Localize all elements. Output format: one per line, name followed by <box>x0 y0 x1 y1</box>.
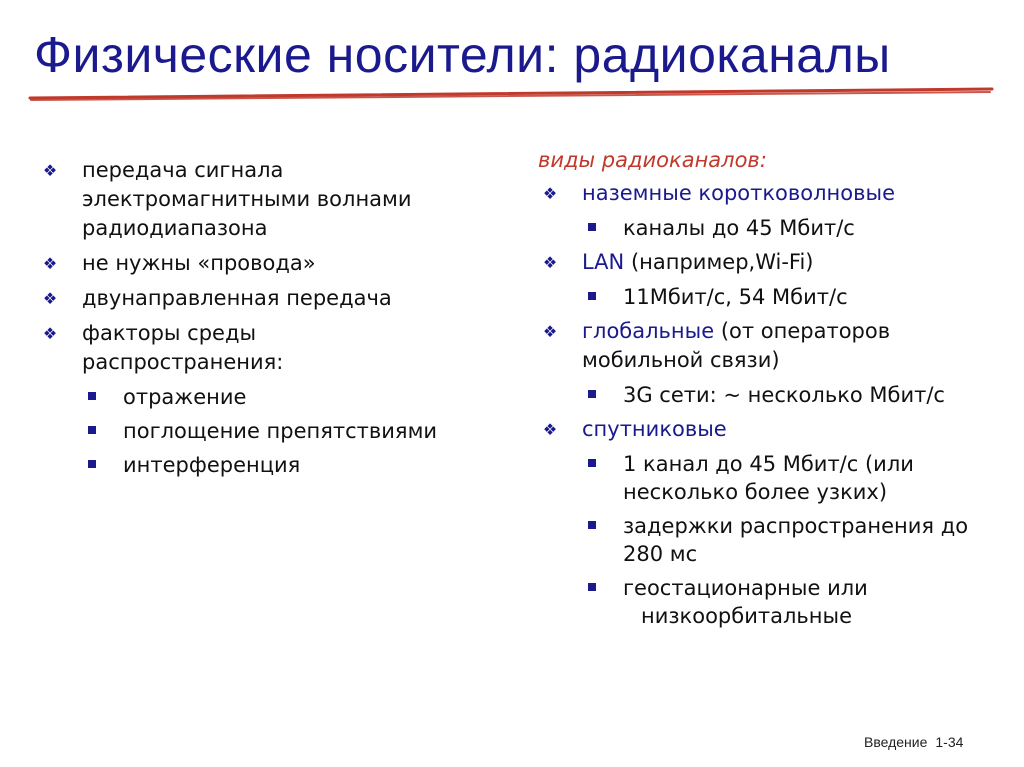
list-item-text: факторы среды распространения: <box>82 321 284 374</box>
square-bullet-icon <box>588 292 596 300</box>
list-item-text-continued: низкоорбитальные <box>641 604 852 628</box>
diamond-bullet-icon: ❖ <box>542 420 558 439</box>
list-item <box>38 249 458 278</box>
sub-list-item <box>38 383 458 411</box>
square-bullet-icon <box>588 583 596 591</box>
square-bullet-icon <box>588 390 596 398</box>
sub-list-item <box>538 214 1008 242</box>
sub-list-item <box>538 574 1008 630</box>
diamond-bullet-icon: ❖ <box>42 161 58 180</box>
list-item-text: двунаправленная передача <box>82 286 392 310</box>
sub-list-item <box>538 283 1008 311</box>
square-bullet-icon <box>588 521 596 529</box>
square-bullet-icon <box>588 223 596 231</box>
right-column <box>538 146 1008 636</box>
list-item <box>538 317 1008 375</box>
square-bullet-icon <box>88 460 96 468</box>
list-item-text: геостационарные или <box>623 576 868 600</box>
list-item-text: не нужны «провода» <box>82 251 316 275</box>
left-column <box>38 156 458 485</box>
right-heading: виды радиоканалов: <box>538 148 767 172</box>
list-item <box>38 284 458 313</box>
footer-section: Введение <box>864 734 928 750</box>
list-item-text: 1 канал до 45 Мбит/с (или несколько более узких) <box>623 452 914 504</box>
list-item-text: интерференция <box>123 453 301 477</box>
list-item-text: каналы до 45 Мбит/с <box>623 216 855 240</box>
diamond-bullet-icon: ❖ <box>542 184 558 203</box>
slide-title: Физические носители: радиоканалы <box>34 27 891 83</box>
slide-footer <box>864 734 963 750</box>
list-item-text: (от операторов мобильной связи) <box>582 319 891 372</box>
list-item-highlight: LAN <box>582 250 625 274</box>
page-number: 1-34 <box>935 734 964 750</box>
list-item-text: поглощение препятствиями <box>123 419 438 443</box>
square-bullet-icon <box>88 426 96 434</box>
list-item-text: 11Мбит/с, 54 Мбит/с <box>623 285 848 309</box>
list-item <box>38 156 458 243</box>
list-item-text: задержки распространения до 280 мс <box>623 514 969 566</box>
diamond-bullet-icon: ❖ <box>542 253 558 272</box>
sub-list-item <box>38 451 458 479</box>
list-item <box>538 248 1008 277</box>
list-item <box>538 179 1008 208</box>
sub-list-item <box>538 381 1008 409</box>
sub-list-item <box>38 417 458 445</box>
list-item-text: (например,Wi-Fi) <box>624 250 814 274</box>
list-item-highlight: наземные коротковолновые <box>582 181 896 205</box>
diamond-bullet-icon: ❖ <box>42 324 58 343</box>
list-item <box>38 319 458 377</box>
square-bullet-icon <box>588 459 596 467</box>
list-item-text: отражение <box>123 385 247 409</box>
diamond-bullet-icon: ❖ <box>42 254 58 273</box>
square-bullet-icon <box>88 392 96 400</box>
list-item <box>538 415 1008 444</box>
diamond-bullet-icon: ❖ <box>542 322 558 341</box>
list-item-highlight: спутниковые <box>582 417 727 441</box>
list-item-highlight: глобальные <box>582 319 715 343</box>
list-item-text: 3G сети: ~ несколько Мбит/с <box>623 383 945 407</box>
diamond-bullet-icon: ❖ <box>42 289 58 308</box>
sub-list-item <box>538 512 1008 568</box>
sub-list-item <box>538 450 1008 506</box>
title-underline <box>28 84 994 112</box>
list-item-text: передача сигнала электромагнитными волнами радиодиапазона <box>82 158 412 240</box>
